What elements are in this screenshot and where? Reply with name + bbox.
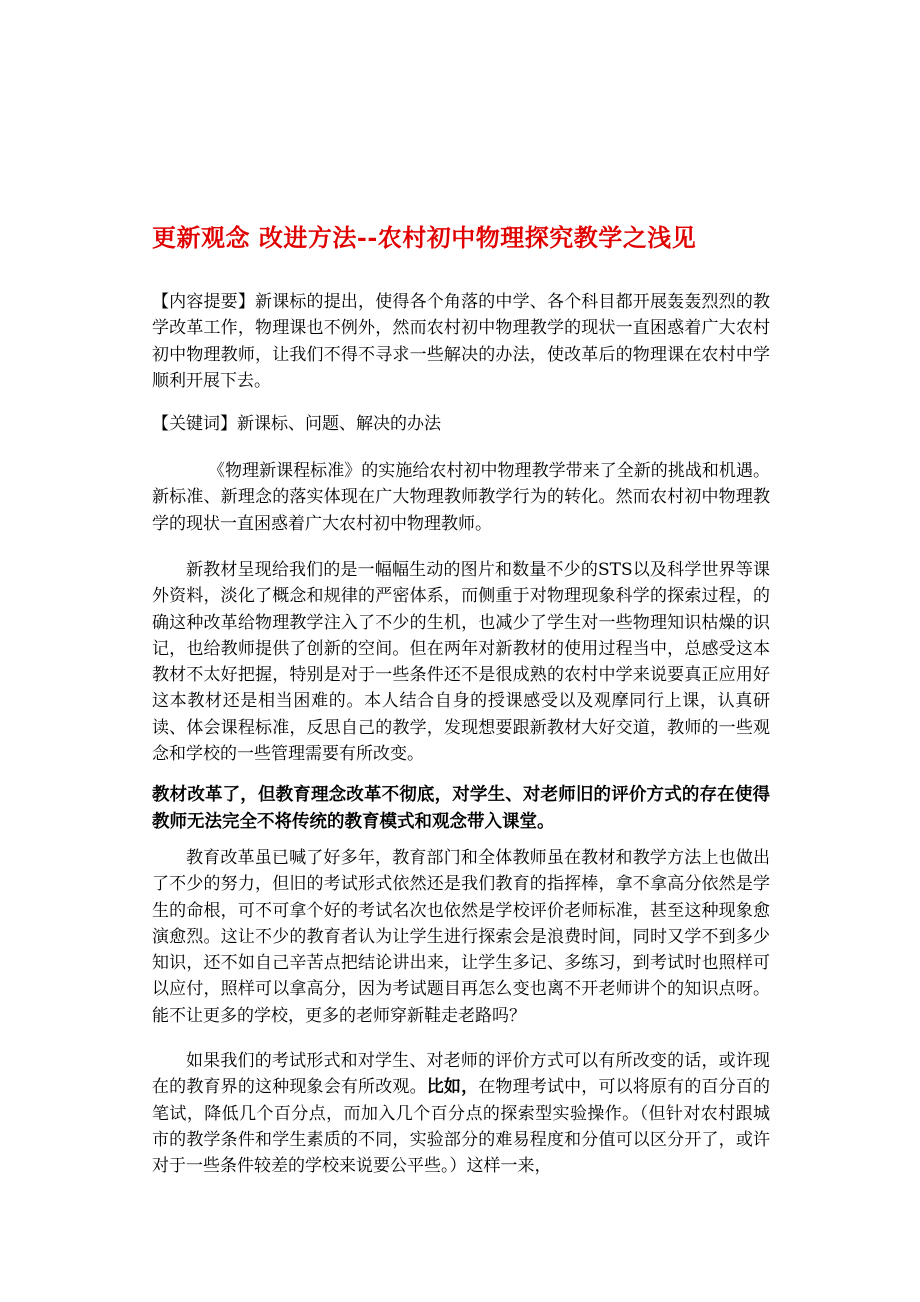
- paragraph-4-emphasis: 比如，: [426, 1077, 479, 1098]
- body-paragraph-4: [152, 1048, 770, 1179]
- keywords-text: 新课标、问题、解决的办法: [237, 414, 441, 434]
- section-heading: 教材改革了，但教育理念改革不彻底，对学生、对老师旧的评价方式的存在使得教师无法完全不将传统的教育模式和观念带入课堂。: [152, 785, 770, 832]
- keywords-label: 【关键词】: [152, 414, 237, 434]
- keywords-paragraph: [152, 411, 770, 437]
- document-title: 更新观念 改进方法--农村初中物理探究教学之浅见: [152, 223, 697, 252]
- body-paragraph-3: 教育改革虽已喊了好多年，教育部门和全体教师虽在教材和教学方法上也做出了不少的努力，但旧的考试形式依然还是我们教育的指挥棒，拿不拿高分依然是学生的命根，可不可拿个好的考试名次也依然是学校评价老师标准，甚至这种现象愈演愈烈。这让不少的教育者认为让学生进行探索会是浪费时间，同时又学不到多少知识，还不如自己辛苦点把结论讲出来，让学生多记、多练习，到考试时也照样可以应付，照样可以拿高分，因为考试题目再怎么变也离不开老师讲个的知识点呀。能不让更多的学校，更多的老师穿新鞋走老路吗？: [152, 848, 770, 1026]
- body-paragraph-2: 新教材呈现给我们的是一幅幅生动的图片和数量不少的STS以及科学世界等课外资料，淡化了概念和规律的严密体系，而侧重于对物理现象科学的探索过程，的确这种改革给物理教学注入了不少的生机，也减少了学生对一些物理知识枯燥的识记，也给教师提供了创新的空间。但在两年对新教材的使用过程当中，总感受这本教材不太好把握，特别是对于一些条件还不是很成熟的农村中学来说要真正应用好这本教材还是相当困难的。本人结合自身的授课感受以及观摩同行上课，认真研读、体会课程标准，反思自己的教学，发现想要跟新教材大好交道，教师的一些观念和学校的一些管理需要有所改变。: [152, 560, 770, 765]
- abstract-label: 【内容提要】: [152, 292, 256, 312]
- paragraph-4-end: 在物理考试中，可以将原有的百分百的笔试，降低几个百分点，而加入几个百分点的探索型实验操作。（但针对农村跟城市的教学条件和学生素质的不同，实验部分的难易程度和分值可以区分开了，或许对于一些条件较差的学校来说要公平些。）这样一来，: [152, 1077, 771, 1177]
- body-paragraph-1: 《物理新课程标准》的实施给农村初中物理教学带来了全新的挑战和机遇。新标准、新理念的落实体现在广大物理教师教学行为的转化。然而农村初中物理教学的现状一直困惑着广大农村初中物理教师。: [152, 461, 770, 534]
- paragraph-4-start: 如果我们的考试形式和对学生、对老师的评价方式可以有所改变的话，或许现在的教育界的这种现象会有所改观。: [152, 1051, 770, 1098]
- abstract-paragraph: [152, 289, 770, 394]
- abstract-text: 新课标的提出，使得各个角落的中学、各个科目都开展轰轰烈烈的教学改革工作，物理课也不例外，然而农村初中物理教学的现状一直困惑着广大农村初中物理教师，让我们不得不寻求一些解决的办法，使改革后的物理课在农村中学顺利开展下去。: [152, 292, 771, 391]
